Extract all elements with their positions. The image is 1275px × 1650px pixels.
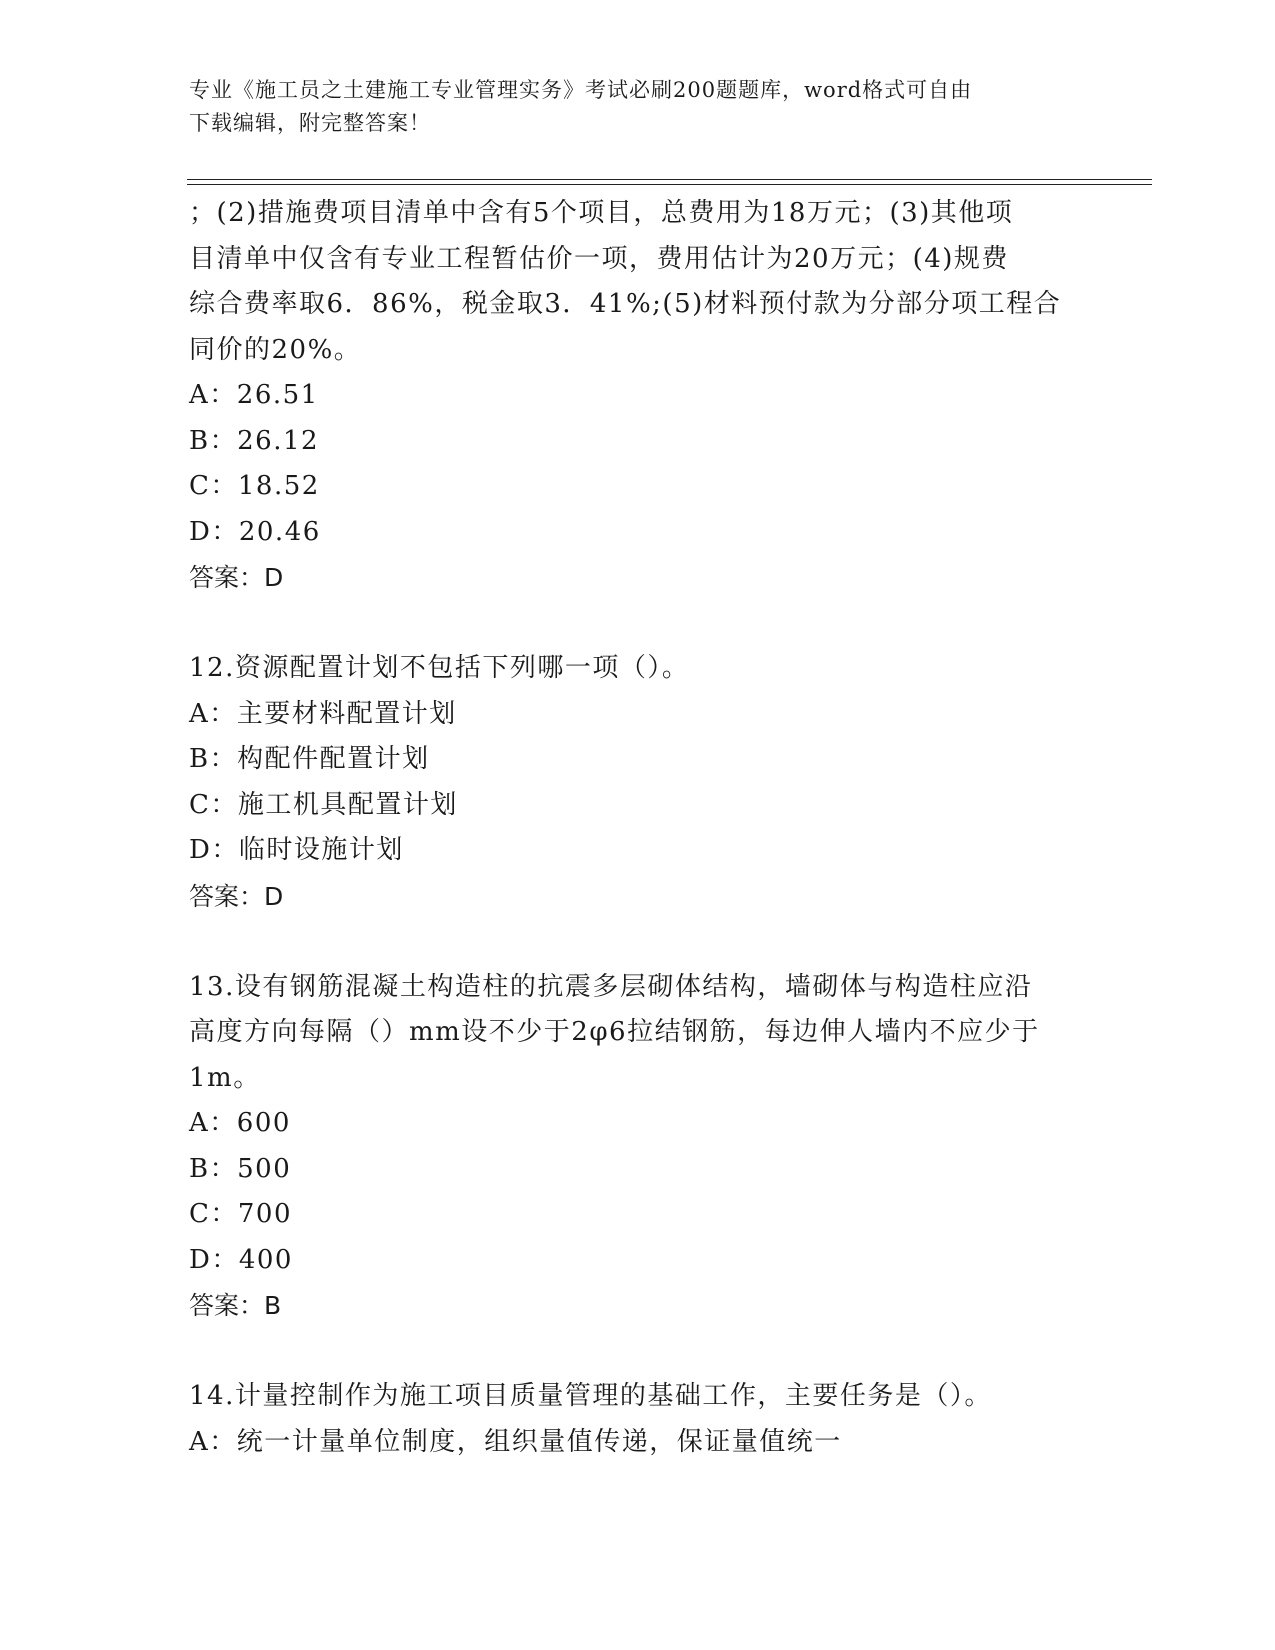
option-c: C：施工机具配置计划 bbox=[189, 789, 458, 820]
question-text-line: 目清单中仅含有专业工程暂估价一项，费用估计为20万元；(4)规费 bbox=[189, 243, 1009, 274]
spacer bbox=[189, 601, 1089, 647]
question-11 bbox=[189, 191, 1089, 601]
question-text-line: ；(2)措施费项目清单中含有5个项目，总费用为18万元；(3)其他项 bbox=[189, 198, 1014, 228]
option-b: B：26.12 bbox=[189, 425, 320, 456]
question-text-line: 13.设有钢筋混凝土构造柱的抗震多层砌体结构，墙砌体与构造柱应沿 bbox=[189, 971, 1033, 1002]
header-line-2: 下载编辑，附完整答案！ bbox=[189, 111, 431, 135]
spacer bbox=[189, 1329, 1089, 1375]
answer-label: 答案：D bbox=[189, 881, 284, 911]
question-text-line: 同价的20%。 bbox=[189, 334, 362, 365]
spacer bbox=[189, 919, 1089, 965]
answer-label: 答案：D bbox=[189, 563, 284, 592]
question-text-line: 综合费率取6．86%，税金取3．41%;(5)材料预付款为分部分项工程合 bbox=[189, 289, 1062, 319]
question-text-line: 1m。 bbox=[189, 1062, 261, 1093]
option-d: D：400 bbox=[189, 1244, 293, 1275]
answer-label: 答案：B bbox=[189, 1291, 282, 1320]
header-line-1: 专业《施工员之土建施工专业管理实务》考试必刷200题题库，word格式可自由 bbox=[189, 78, 973, 102]
question-13 bbox=[189, 965, 1089, 1329]
question-14 bbox=[189, 1374, 1089, 1465]
question-text-line: 14.计量控制作为施工项目质量管理的基础工作，主要任务是（）。 bbox=[189, 1381, 992, 1411]
option-d: D：20.46 bbox=[189, 516, 321, 547]
option-c: C：700 bbox=[189, 1199, 293, 1229]
header-divider-bottom bbox=[187, 184, 1152, 185]
question-text-line: 12.资源配置计划不包括下列哪一项（）。 bbox=[189, 653, 690, 683]
question-12 bbox=[189, 646, 1089, 919]
document-header bbox=[189, 74, 1069, 140]
option-a: A：26.51 bbox=[189, 380, 319, 410]
option-d: D：临时设施计划 bbox=[189, 835, 404, 865]
question-list bbox=[189, 191, 1089, 1465]
option-b: B：500 bbox=[189, 1153, 292, 1184]
option-a: A：主要材料配置计划 bbox=[189, 698, 457, 729]
option-c: C：18.52 bbox=[189, 471, 320, 501]
question-text-line: 高度方向每隔（）mm设不少于2φ6拉结钢筋，每边伸人墙内不应少于 bbox=[189, 1017, 1040, 1047]
option-a: A：统一计量单位制度，组织量值传递，保证量值统一 bbox=[189, 1426, 842, 1457]
header-divider-top bbox=[187, 179, 1152, 180]
option-a: A：600 bbox=[189, 1108, 291, 1138]
option-b: B：构配件配置计划 bbox=[189, 744, 430, 774]
